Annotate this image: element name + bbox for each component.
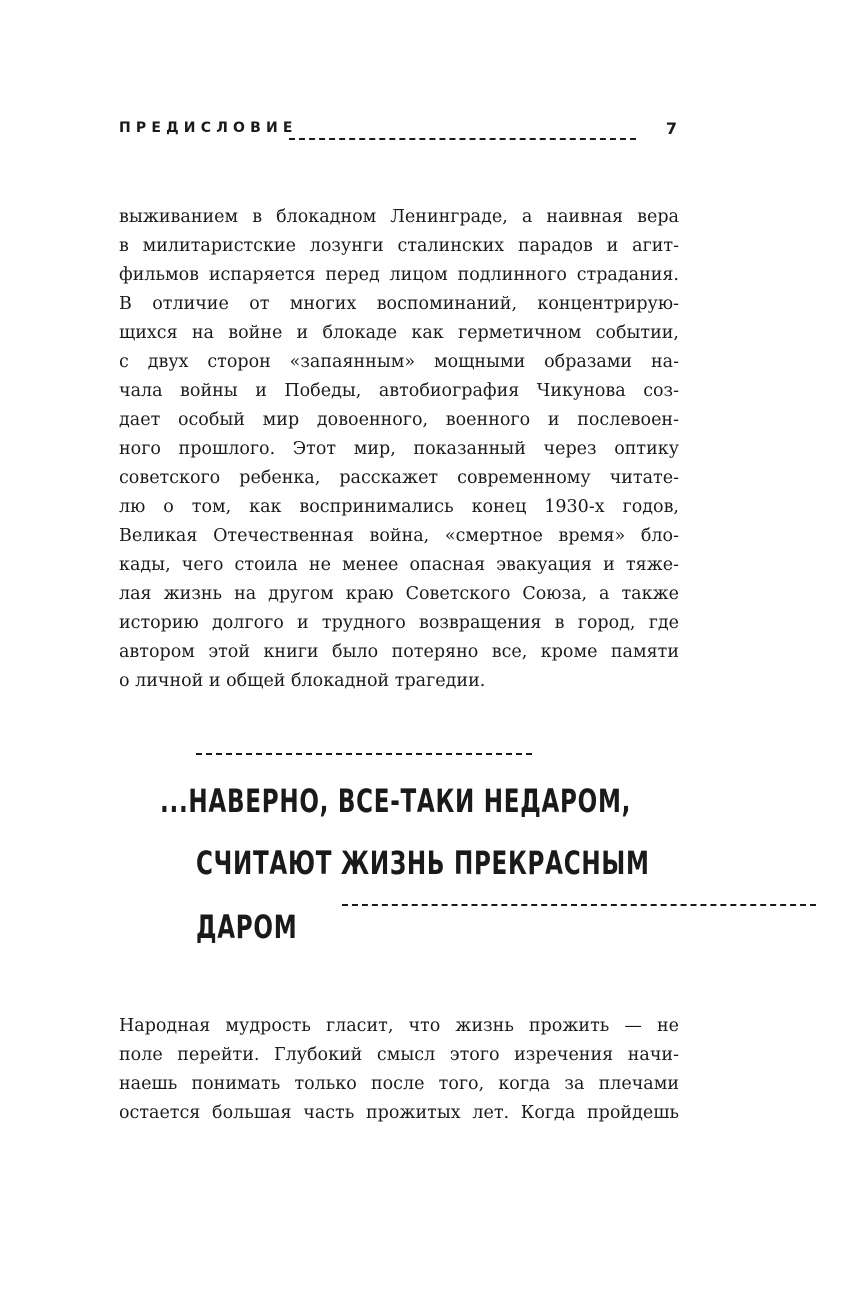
text-line: дает особый мир довоенного, военного и послевоен-	[119, 410, 679, 430]
text-line: советского ребенка, расскажет современному читате-	[119, 468, 679, 488]
text-line: чала войны и Победы, автобиография Чикунова соз-	[119, 381, 679, 401]
chapter-heading-line-1: ...НАВЕРНО, ВСЕ-ТАКИ НЕДАРОМ,	[160, 782, 632, 820]
text-line: историю долгого и трудного возвращения в город, где	[119, 613, 679, 633]
text-line: о личной и общей блокадной трагедии.	[119, 671, 486, 691]
text-line: Великая Отечественная война, «смертное время» бло-	[119, 526, 679, 546]
text-line: ного прошлого. Этот мир, показанный через оптику	[119, 439, 679, 459]
page-number: 7	[665, 119, 677, 138]
header-dashed-rule	[289, 138, 636, 140]
heading-top-dashed-rule	[196, 753, 532, 755]
text-line: автором этой книги было потеряно все, кроме памяти	[119, 642, 679, 662]
text-line: В отличие от многих воспоминаний, концентрирую-	[119, 294, 679, 314]
text-line: лая жизнь на другом краю Советского Союза, а также	[119, 584, 679, 604]
text-line: остается большая часть прожитых лет. Когда пройдешь	[119, 1103, 679, 1123]
running-header	[119, 118, 679, 146]
chapter-heading-line-3: ДАРОМ	[196, 908, 298, 946]
text-line: выживанием в блокадном Ленинграде, а наивная вера	[119, 207, 679, 227]
chapter-heading	[160, 740, 820, 960]
text-line: лю о том, как воспринимались конец 1930-х годов,	[119, 497, 679, 517]
chapter-heading-line-2: СЧИТАЮТ ЖИЗНЬ ПРЕКРАСНЫМ	[196, 844, 650, 882]
text-line: фильмов испаряется перед лицом подлинного страдания.	[119, 265, 679, 285]
text-line: щихся на войне и блокаде как герметичном событии,	[119, 323, 679, 343]
running-title: ПРЕДИСЛОВИЕ	[119, 120, 298, 136]
paragraph-1	[119, 203, 679, 696]
text-line: поле перейти. Глубокий смысл этого изречения начи-	[119, 1045, 679, 1065]
text-line: Народная мудрость гласит, что жизнь прожить — не	[119, 1016, 679, 1036]
text-line: кады, чего стоила не менее опасная эвакуация и тяже-	[119, 555, 679, 575]
paragraph-2	[119, 1012, 679, 1128]
text-line: с двух сторон «запаянным» мощными образами на-	[119, 352, 679, 372]
heading-bottom-dashed-rule	[342, 904, 816, 906]
text-line: наешь понимать только после того, когда за плечами	[119, 1074, 679, 1094]
text-line: в милитаристские лозунги сталинских парадов и агит-	[119, 236, 679, 256]
